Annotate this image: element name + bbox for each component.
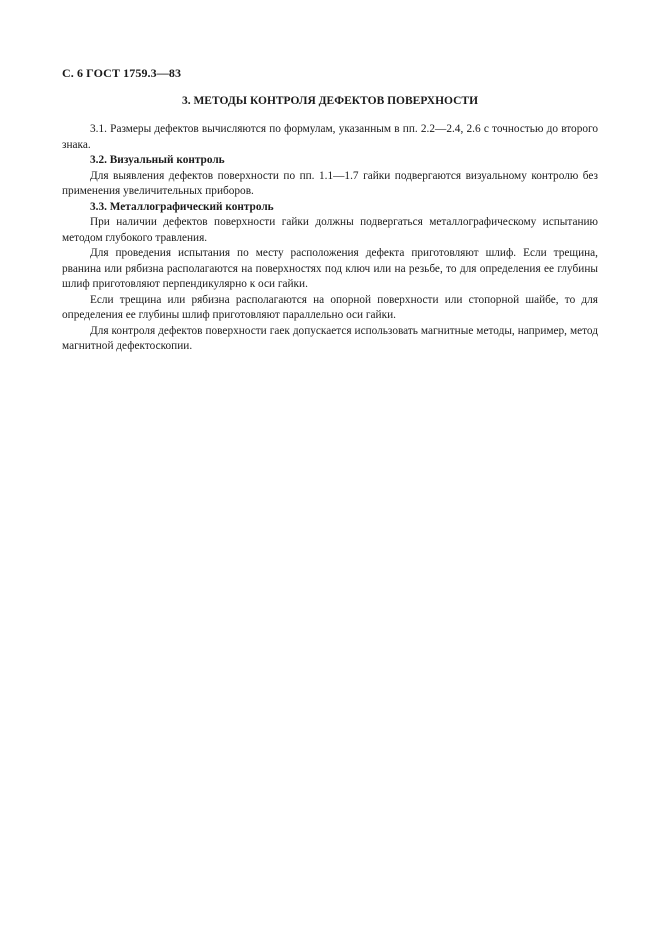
paragraph-3-2: Для выявления дефектов поверхности по пп. 1.1—1.7 гайки подвергаются визуальному контролю без применения увеличительных приборов. (62, 169, 598, 197)
paragraph-3-3-a: При наличии дефектов поверхности гайки должны подвергаться металлографическому испытанию методом глубокого травления. (62, 216, 598, 244)
document-body (62, 122, 598, 355)
page-header: С. 6 ГОСТ 1759.3—83 (62, 66, 182, 80)
subheading-3-3: 3.3. Металлографический контроль (90, 200, 274, 213)
paragraph-3-3-b: Для проведения испытания по месту расположения дефекта приготовляют шлиф. Если трещина, рванина или рябизна располагаются на поверхностях под ключ или на резьбе, то для определения ее глубины шлиф приготовляют перпендикулярно к оси гайки. (62, 247, 598, 290)
subheading-3-2: 3.2. Визуальный контроль (90, 154, 225, 166)
paragraph-3-3-c: Если трещина или рябизна располагаются на опорной поверхности или стопорной шайбе, то для определения ее глубины шлиф приготовляют параллельно оси гайки. (62, 293, 598, 321)
paragraph-3-3-d: Для контроля дефектов поверхности гаек допускается использовать магнитные методы, например, метод магнитной дефектоскопии. (62, 324, 598, 352)
paragraph-3-1: 3.1. Размеры дефектов вычисляются по формулам, указанным в пп. 2.2—2.4, 2.6 с точностью до второго знака. (62, 123, 598, 151)
section-title: 3. МЕТОДЫ КОНТРОЛЯ ДЕФЕКТОВ ПОВЕРХНОСТИ (181, 95, 479, 107)
